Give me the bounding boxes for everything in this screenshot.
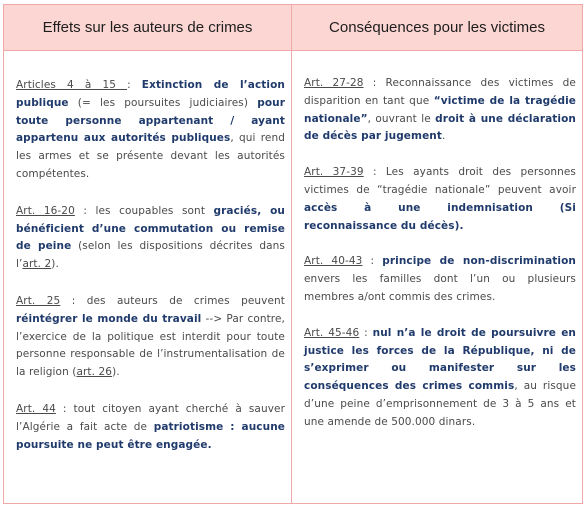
emphasis-text: Extinction de l’action publique bbox=[16, 79, 285, 109]
body-text: ). bbox=[51, 258, 59, 271]
emphasis-text: patriotisme : aucune poursuite ne peut être engagée. bbox=[16, 420, 285, 451]
emphasis-text: graciés, ou bénéficient d’une commutation ou remise de peine bbox=[16, 204, 285, 253]
body-text: : bbox=[359, 326, 373, 339]
right-paragraph-3 bbox=[304, 253, 576, 306]
body-text: : des auteurs de crimes peuvent bbox=[60, 294, 286, 307]
header-left: Effets sur les auteurs de crimes bbox=[4, 5, 292, 51]
effects-column bbox=[4, 51, 292, 503]
body-text: : Les ayants droit des personnes victimes de “tragédie nationale” peuvent avoir bbox=[304, 166, 576, 196]
emphasis-text: principe de non-discrimination bbox=[382, 255, 576, 268]
article-reference-link[interactable]: Art. 16-20 bbox=[16, 204, 75, 217]
right-paragraph-4 bbox=[304, 325, 576, 432]
body-text: : bbox=[127, 79, 142, 91]
article-reference-link[interactable]: Art. 44 bbox=[16, 402, 56, 415]
body-text: , au risque d’une peine d’emprisonnement de 3 à 5 ans et une amende de 500.000 dinars. bbox=[304, 380, 576, 428]
body-text: : bbox=[362, 255, 383, 268]
comparison-table bbox=[3, 4, 583, 504]
right-paragraph-2 bbox=[304, 164, 576, 235]
body-text: (selon les dispositions décrites dans l’ bbox=[16, 240, 285, 271]
header-right: Conséquences pour les victimes bbox=[292, 5, 582, 51]
emphasis-text: “victime de la tragédie nationale” bbox=[304, 94, 577, 125]
body-text: : tout citoyen ayant cherché à sauver l’Algérie a fait acte de bbox=[16, 402, 285, 433]
article-reference-link[interactable]: Art. 37-39 bbox=[304, 166, 364, 179]
left-paragraph-3 bbox=[16, 293, 285, 382]
article-reference-link[interactable]: Art. 25 bbox=[16, 294, 61, 307]
emphasis-text: accès à une indemnisation (Si reconnaissance du décès). bbox=[304, 201, 576, 232]
body-text: , ouvrant le bbox=[367, 112, 436, 125]
article-reference-link[interactable]: Art. 40-43 bbox=[304, 255, 363, 268]
emphasis-text: droit à une déclaration de décès par jugement bbox=[304, 112, 576, 143]
article-reference-link[interactable]: Art. 27-28 bbox=[304, 77, 364, 89]
left-paragraph-2 bbox=[16, 203, 285, 274]
article-reference-link[interactable]: art. 26 bbox=[76, 366, 113, 379]
body-text: , qui rend les armes et se présente devant les autorités compétentes. bbox=[16, 132, 285, 180]
body-text: ). bbox=[112, 366, 120, 379]
left-paragraph-1 bbox=[16, 77, 285, 184]
article-reference-link[interactable]: Art. 45-46 bbox=[304, 326, 360, 339]
body-text: . bbox=[442, 130, 446, 143]
left-paragraph-4 bbox=[16, 401, 285, 454]
right-paragraph-1 bbox=[304, 75, 576, 146]
body-text: envers les familles dont l’un ou plusieurs membres a/ont commis des crimes. bbox=[304, 273, 576, 303]
body-text: : les coupables sont bbox=[74, 204, 214, 217]
emphasis-text: pour toute personne appartenant / ayant appartenu aux autorités publiques bbox=[16, 96, 285, 145]
body-text: : Reconnaissance des victimes de disparition en tant que bbox=[304, 77, 576, 107]
body-text: --> Par contre, l’exercice de la politique est interdit pour toute personne responsable de l’instrumentalisation de la religion ( bbox=[16, 312, 285, 379]
body-text: (= les poursuites judiciaires) bbox=[68, 96, 258, 109]
article-reference-link[interactable]: Articles 4 à 15 bbox=[16, 79, 128, 91]
article-reference-link[interactable]: art. 2 bbox=[22, 258, 52, 271]
consequences-column bbox=[292, 51, 582, 503]
emphasis-text: réintégrer le monde du travail bbox=[16, 312, 202, 325]
emphasis-text: nul n’a le droit de poursuivre en justice les forces de la République, ni de s’exprimer ou manifester sur les conséquences des crimes commis bbox=[304, 326, 576, 393]
